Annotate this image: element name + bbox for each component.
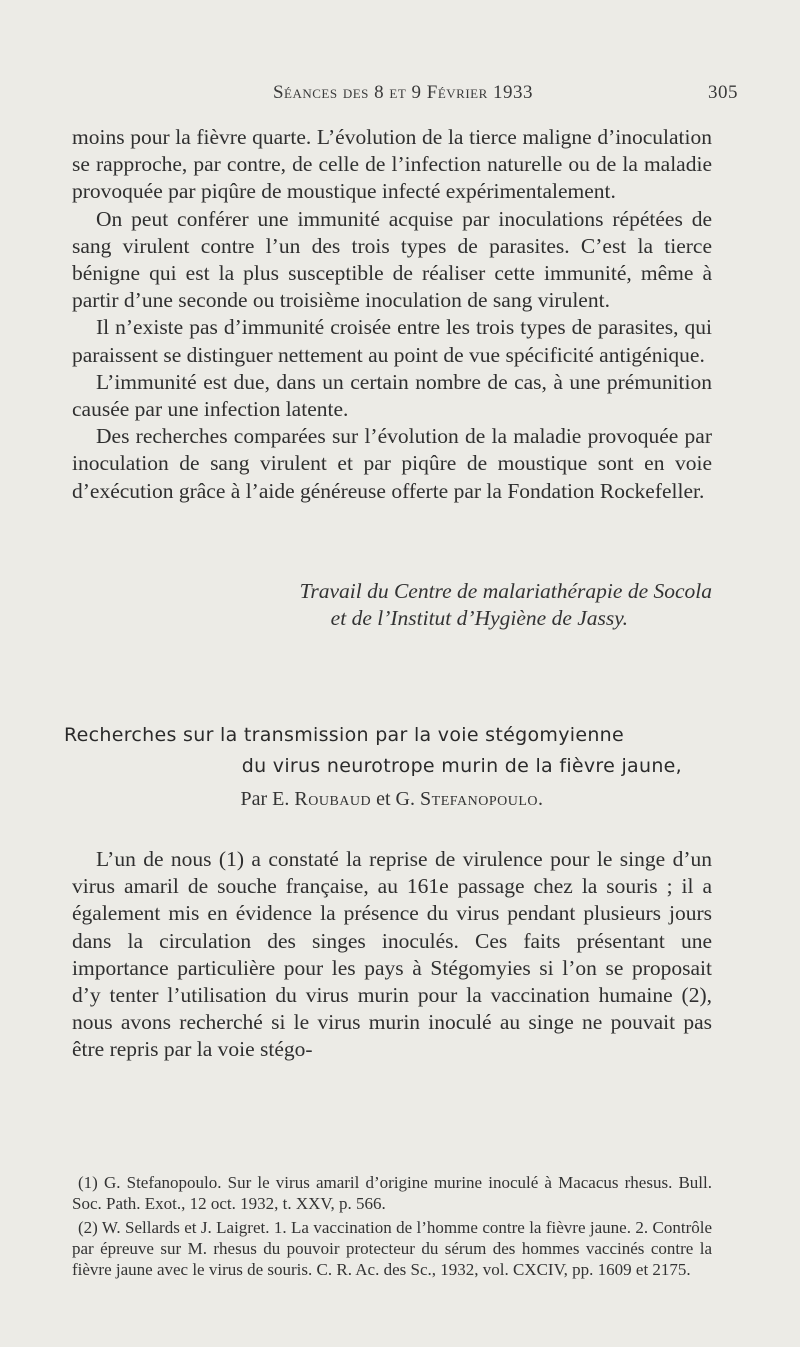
- paragraph: Il n’existe pas d’immunité croisée entre les trois types de parasites, qui paraissent se distinguer nettement au point de vue spécificité antigénique.: [72, 315, 712, 367]
- paragraph: moins pour la fièvre quarte. L’évolution de la tierce maligne d’inoculation se rapproche, par contre, de celle de l’infection naturelle ou de la maladie provoquée par piqûre de moustique infecté expérimentalement.: [72, 125, 712, 204]
- paragraph: L’immunité est due, dans un certain nombre de cas, à une prémunition causée par une infection latente.: [72, 369, 712, 422]
- footnote: (2) W. Sellards et J. Laigret. 1. La vaccination de l’homme contre la fièvre jaune. 2. Contrôle par épreuve sur M. rhesus du pouvoir protecteur du sérum des hommes vaccinés contre la fièvre jaune avec le virus de souris. C. R. Ac. des Sc., 1932, vol. CXCIV, pp. 1609 et 2175.: [72, 1217, 712, 1280]
- credit: [72, 578, 712, 632]
- footnotes: [72, 1172, 712, 1282]
- page-number: 305: [708, 82, 738, 103]
- paragraph: Des recherches comparées sur l’évolution de la maladie provoquée par inoculation de sang virulent et par piqûre de moustique sont en voie d’exécution grâce à l’aide généreuse offerte par la Fondation Rockefeller.: [72, 424, 712, 503]
- authors: [72, 788, 712, 811]
- authors-prefix: Par E.: [240, 788, 295, 810]
- article-body: [72, 846, 712, 1064]
- section1-body: [72, 124, 712, 505]
- article-title: [64, 720, 724, 782]
- title-line: Recherches sur la transmission par la voie stégomyienne: [64, 724, 625, 746]
- paragraph: On peut conférer une immunité acquise par inoculations répétées de sang virulent contre l’un des trois types de parasites. C’est la tierce bénigne qui est la plus susceptible de réaliser cette immunité, même à partir d’une seconde ou troisième inoculation de sang virulent.: [72, 206, 712, 313]
- title-line: du virus neurotrope murin de la fièvre jaune,: [241, 755, 682, 777]
- authors-join: et G.: [371, 788, 421, 810]
- footnote: (1) G. Stefanopoulo. Sur le virus amaril d’origine murine inoculé à Macacus rhesus. Bull. Soc. Path. Exot., 12 oct. 1932, t. XXV, p. 566.: [72, 1173, 712, 1214]
- credit-line: Travail du Centre de malariathérapie de Socola: [299, 579, 712, 603]
- running-head: [68, 82, 738, 110]
- author-name: Stefanopoulo.: [420, 788, 544, 810]
- running-title: Séances des 8 et 9 Février 1933: [272, 82, 534, 103]
- author-name: Roubaud: [294, 788, 372, 810]
- paragraph: L’un de nous (1) a constaté la reprise de virulence pour le singe d’un virus amaril de souche française, au 161e passage chez la souris ; il a également mis en évidence la présence du virus pendant plusieurs jours dans la circulation des singes inoculés. Ces faits présentant une importance particulière pour les pays à Stégomyies si l’on se proposait d’y tenter l’utilisation du virus murin pour la vaccination humaine (2), nous avons recherché si le virus murin inoculé au singe ne pouvait pas être repris par la voie stégo-: [72, 847, 712, 1062]
- credit-line: et de l’Institut d’Hygiène de Jassy.: [330, 606, 628, 630]
